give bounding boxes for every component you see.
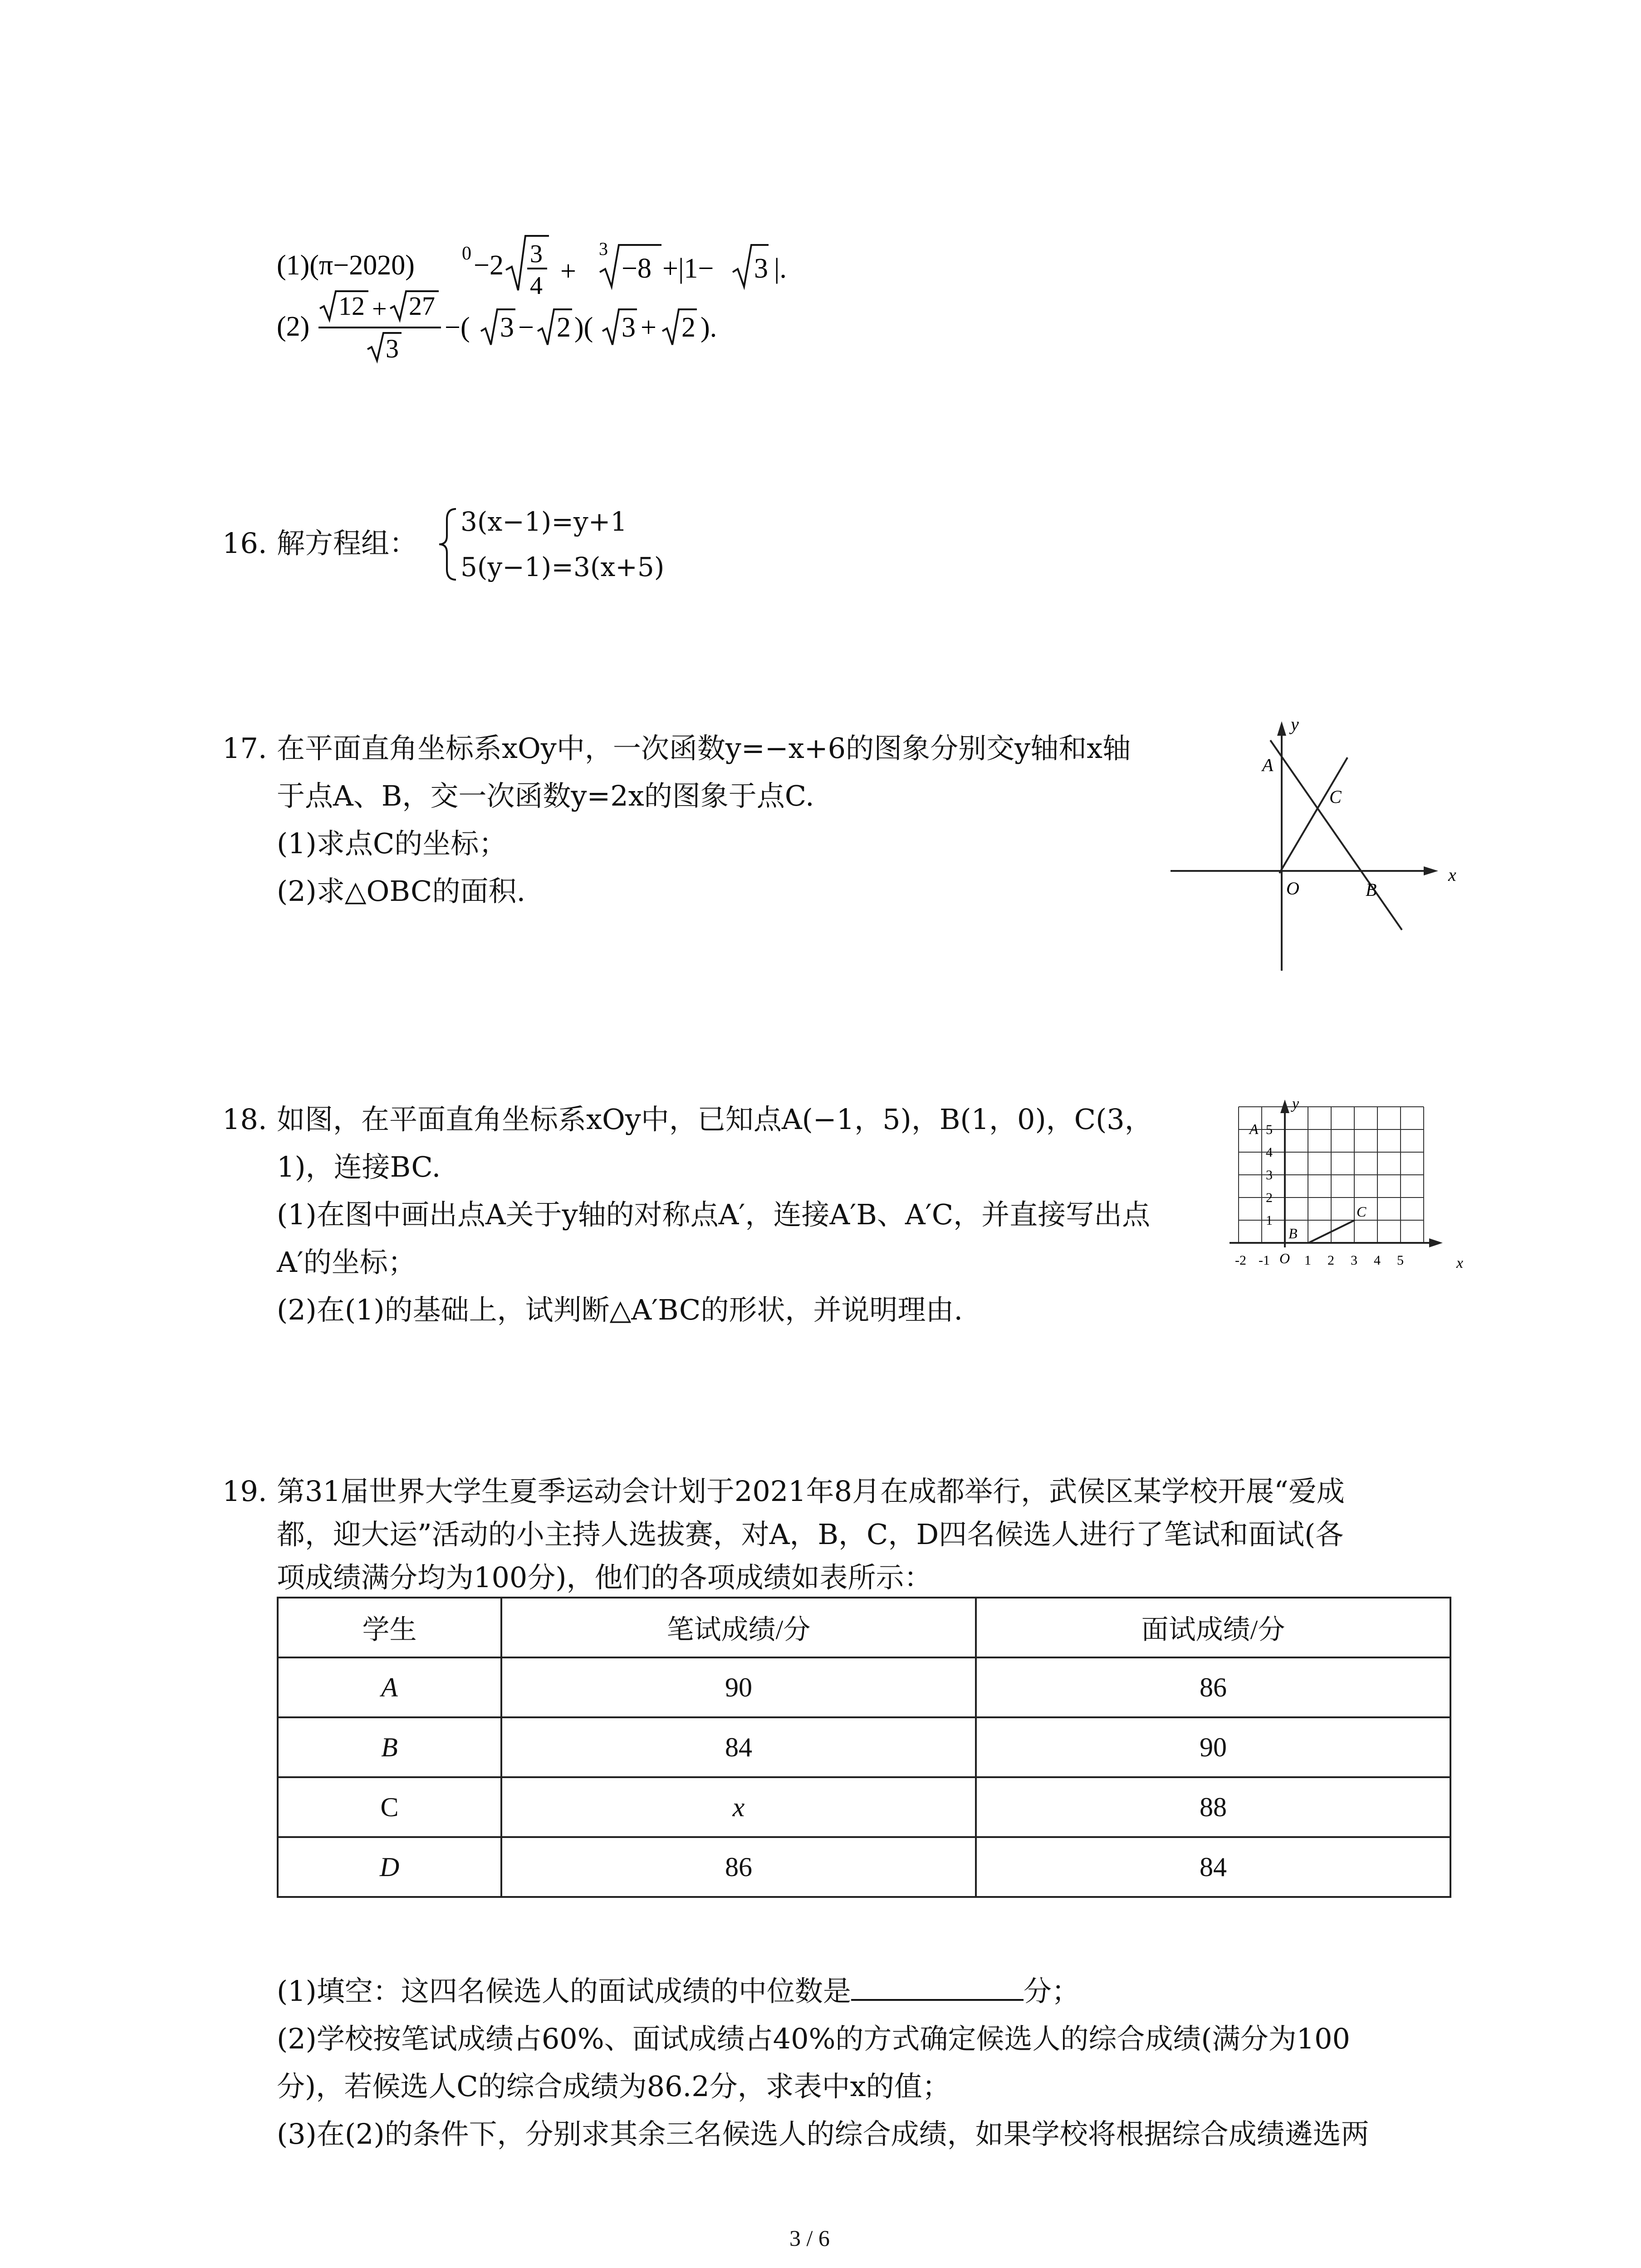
table-cell: 86 <box>501 1837 976 1897</box>
x-tick: -2 <box>1235 1253 1246 1268</box>
problem15-part2 <box>277 286 867 376</box>
y-tick: 4 <box>1266 1145 1273 1160</box>
problem19-q2b: 分)，若候选人C的综合成绩为86.2分，求表中x的值； <box>277 2070 950 2103</box>
label-B: B <box>1366 880 1377 900</box>
table-cell: D <box>278 1837 501 1897</box>
table-header-cell: 学生 <box>278 1598 501 1657</box>
problem16-text: 解方程组： <box>277 527 418 560</box>
problem19-line3: 项成绩满分均为100分)，他们的各项成绩如表所示： <box>277 1561 932 1594</box>
table-cell: B <box>278 1717 501 1777</box>
page-number: 3 / 6 <box>789 2225 830 2251</box>
x-tick: 3 <box>1351 1253 1357 1268</box>
problem18-q1b: A′的坐标； <box>277 1246 416 1279</box>
den: 3 <box>386 334 399 363</box>
table-header-row <box>278 1598 1450 1657</box>
line-y-neg-x-plus-6 <box>1270 740 1402 930</box>
problem17-q1: (1)求点C的坐标； <box>277 827 507 860</box>
m: − <box>518 312 534 343</box>
part1-end: |. <box>774 253 787 284</box>
num-a: 12 <box>338 291 365 321</box>
p: + <box>641 312 656 343</box>
table-cell: 84 <box>976 1837 1450 1897</box>
label-x: x <box>1448 865 1456 885</box>
problem18-q2: (2)在(1)的基础上，试判断△A′BC的形状，并说明理由. <box>277 1293 963 1326</box>
part2-end: ). <box>700 312 717 343</box>
table-cell: C <box>278 1777 501 1837</box>
y-tick: 2 <box>1266 1190 1273 1205</box>
problem17-figure <box>1166 717 1474 971</box>
problem19-number: 19. <box>222 1475 267 1508</box>
table-cell: A <box>278 1657 501 1717</box>
d: 2 <box>681 312 696 343</box>
problem16-eq2: 5(y−1)=3(x+5) <box>460 552 665 582</box>
q1-pre: (1)填空：这四名候选人的面试成绩的中位数是 <box>277 1975 851 2008</box>
label-y: y <box>1292 1098 1299 1112</box>
x-tick: 1 <box>1304 1253 1311 1268</box>
table-cell: 90 <box>501 1657 976 1717</box>
table-cell: 90 <box>976 1717 1450 1777</box>
scores-table <box>277 1597 1451 1898</box>
q1-post: 分； <box>1023 1975 1080 2008</box>
problem18-line2: 1)，连接BC. <box>277 1150 441 1183</box>
frac-numerator: 3 <box>530 240 543 268</box>
problem19-q2a: (2)学校按笔试成绩占60%、面试成绩占40%的方式确定候选人的综合成绩(满分为100 <box>277 2022 1350 2055</box>
table-header-cell: 面试成绩/分 <box>976 1598 1450 1657</box>
table-cell: x <box>501 1777 976 1837</box>
problem17-line1: 在平面直角坐标系xOy中，一次函数y=−x+6的图象分别交y轴和x轴 <box>277 732 1131 765</box>
problem18-figure <box>1220 1098 1474 1288</box>
x-tick: -1 <box>1259 1253 1270 1268</box>
answer-blank[interactable] <box>851 1972 1024 2001</box>
label-O: O <box>1286 878 1299 899</box>
table-header-cell: 笔试成绩/分 <box>501 1598 976 1657</box>
problem18-number: 18. <box>222 1103 267 1136</box>
problem17-line2: 于点A、B，交一次函数y=2x的图象于点C. <box>277 779 814 812</box>
problem18-q1a: (1)在图中画出点A关于y轴的对称点A′，连接A′B、A′C，并直接写出点 <box>277 1198 1151 1231</box>
line-y-2x <box>1279 758 1347 873</box>
table-row <box>278 1657 1450 1717</box>
num-plus: + <box>372 294 387 323</box>
label-y: y <box>1291 717 1299 734</box>
y-arrow-icon <box>1277 721 1286 736</box>
part1-minus2: −2 <box>474 250 504 281</box>
sqrt3: 3 <box>754 253 768 284</box>
y-tick: 5 <box>1266 1122 1273 1137</box>
y-tick: 3 <box>1266 1168 1273 1183</box>
problem19-q3: (3)在(2)的条件下，分别求其余三名候选人的综合成绩，如果学校将根据综合成绩遴选两 <box>277 2117 1369 2151</box>
c: 3 <box>622 312 636 343</box>
cbrt-index: 3 <box>599 239 608 259</box>
part1-label: (1)(π−2020) <box>277 250 415 281</box>
x-tick: 5 <box>1397 1253 1404 1268</box>
x-tick: 4 <box>1374 1253 1381 1268</box>
frac-denominator: 4 <box>530 272 543 299</box>
part1-tail: +|1− <box>662 253 714 284</box>
label-C: C <box>1357 1203 1367 1220</box>
table-cell: 86 <box>976 1657 1450 1717</box>
b: 2 <box>557 312 571 343</box>
problem17-number: 17. <box>222 732 267 765</box>
y-tick: 1 <box>1266 1213 1273 1228</box>
table-row <box>278 1777 1450 1837</box>
table-row <box>278 1837 1450 1897</box>
formula-part2 <box>277 286 867 376</box>
table-cell: 88 <box>976 1777 1450 1837</box>
problem19-line2: 都，迎大运”活动的小主持人选拔赛，对A，B，C，D四名候选人进行了笔试和面试(各 <box>277 1518 1344 1551</box>
x-tick-labels <box>1235 1253 1404 1268</box>
x-tick: 2 <box>1327 1253 1334 1268</box>
part2-label: (2) <box>277 311 310 342</box>
label-C: C <box>1329 787 1342 807</box>
part2-minus: −( <box>445 312 470 343</box>
problem19-q1 <box>277 1969 1080 2014</box>
problem19-line1: 第31届世界大学生夏季运动会计划于2021年8月在成都举行，武侯区某学校开展“爱成 <box>277 1475 1345 1508</box>
mid: )( <box>574 312 593 343</box>
problem18-line1: 如图，在平面直角坐标系xOy中，已知点A(−1，5)，B(1，0)，C(3， <box>277 1103 1153 1136</box>
table-cell: 84 <box>501 1717 976 1777</box>
problem16-eq1: 3(x−1)=y+1 <box>460 506 627 537</box>
a: 3 <box>500 312 514 343</box>
brace <box>431 503 463 585</box>
label-x: x <box>1456 1255 1464 1271</box>
part1-plus: + <box>560 256 576 287</box>
label-B: B <box>1288 1225 1298 1242</box>
x-arrow-icon <box>1429 1238 1443 1247</box>
x-arrow-icon <box>1424 866 1438 875</box>
num-b: 27 <box>409 291 435 321</box>
label-O: O <box>1279 1250 1290 1266</box>
y-tick-labels <box>1266 1122 1273 1228</box>
part1-exponent: 0 <box>462 243 471 264</box>
label-A: A <box>1249 1121 1259 1137</box>
label-A: A <box>1262 755 1274 775</box>
table-row <box>278 1717 1450 1777</box>
cbrt-arg: −8 <box>622 253 652 284</box>
problem16-number: 16. <box>222 527 267 560</box>
problem17-q2: (2)求△OBC的面积. <box>277 875 526 908</box>
